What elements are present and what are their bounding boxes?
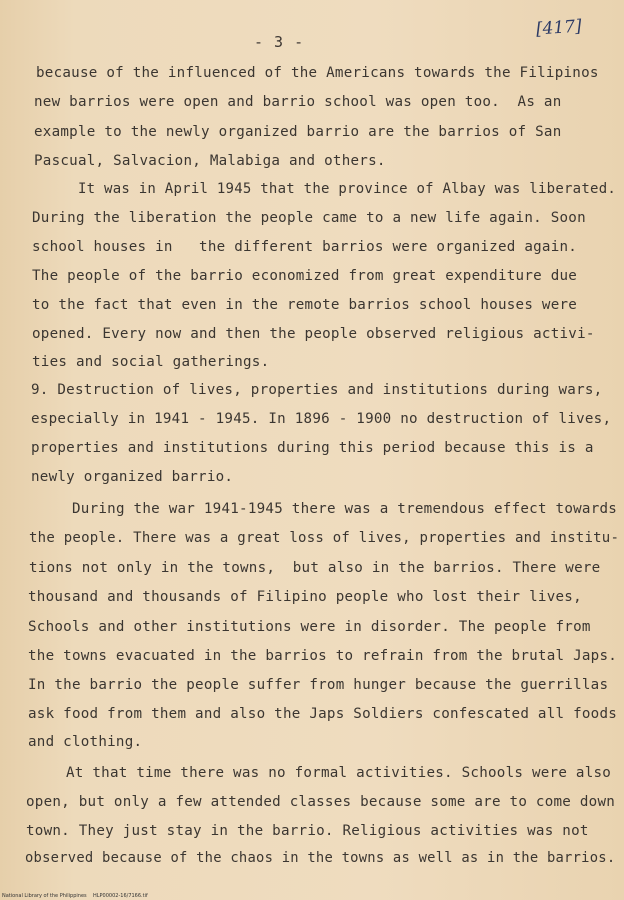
- text-line: especially in 1941 - 1945. In 1896 - 1900 no destruction of lives,: [31, 411, 612, 427]
- text-line: town. They just stay in the barrio. Religious activities was not: [26, 823, 589, 839]
- text-line: Pascual, Salvacion, Malabiga and others.: [34, 153, 386, 169]
- text-line: At that time there was no formal activities. Schools were also: [66, 765, 612, 781]
- text-line: It was in April 1945 that the province of Albay was liberated.: [78, 181, 617, 197]
- text-line: During the liberation the people came to a new life again. Soon: [32, 210, 586, 226]
- text-line: ties and social gatherings.: [32, 354, 270, 370]
- text-line: observed because of the chaos in the towns as well as in the barrios.: [25, 850, 616, 866]
- text-line: to the fact that even in the remote barrios school houses were: [32, 297, 578, 313]
- page-number: - 3 -: [254, 33, 305, 51]
- text-line: new barrios were open and barrio school was open too. As an: [34, 94, 562, 110]
- text-line: During the war 1941-1945 there was a tremendous effect towards: [72, 501, 618, 517]
- text-line: opened. Every now and then the people observed religious activi-: [32, 326, 595, 342]
- text-line: properties and institutions during this period because this is a: [31, 440, 594, 456]
- text-line: because of the influenced of the Americans towards the Filipinos: [36, 65, 599, 81]
- text-line: tions not only in the towns, but also in the barrios. There were: [29, 560, 601, 576]
- text-line: thousand and thousands of Filipino people who lost their lives,: [28, 589, 582, 605]
- text-line: and clothing.: [28, 734, 143, 750]
- text-line: The people of the barrio economized from great expenditure due: [32, 268, 578, 284]
- handwritten-page-note: [417]: [535, 16, 583, 40]
- text-line: school houses in the different barrios were organized again.: [32, 239, 578, 255]
- text-line: example to the newly organized barrio are the barrios of San: [34, 124, 562, 140]
- text-line: the people. There was a great loss of lives, properties and institu-: [29, 530, 620, 546]
- text-line: the towns evacuated in the barrios to refrain from the brutal Japs.: [28, 648, 618, 664]
- text-line: ask food from them and also the Japs Soldiers confescated all foods: [28, 706, 618, 722]
- archive-footer: National Library of the Philippines HLP00002-16/7166.tif: [2, 893, 148, 899]
- text-line: open, but only a few attended classes because some are to come down: [26, 794, 616, 810]
- text-line: newly organized barrio.: [31, 469, 234, 485]
- text-line: In the barrio the people suffer from hunger because the guerrillas: [28, 677, 609, 693]
- section-heading-line: 9. Destruction of lives, properties and institutions during wars,: [31, 382, 603, 398]
- text-line: Schools and other institutions were in disorder. The people from: [28, 619, 591, 635]
